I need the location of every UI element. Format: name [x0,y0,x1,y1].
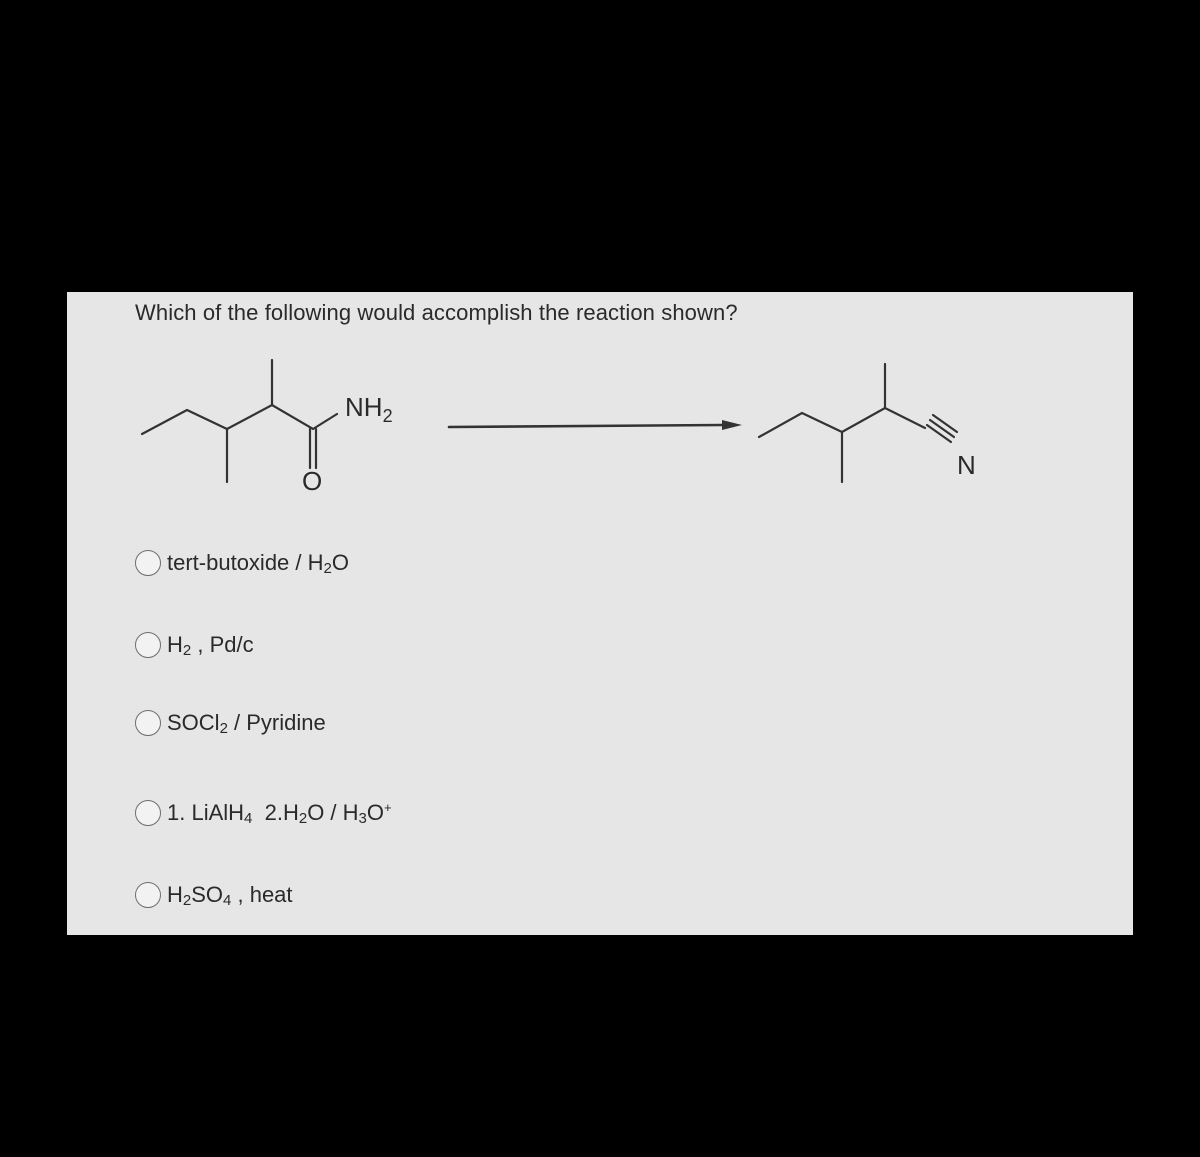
answer-option-text-part: / Pyridine [227,710,326,735]
answer-option-label [167,800,392,827]
answer-option-text-part: 2 [182,642,192,659]
answer-option-text-part: O [366,800,385,825]
answer-option-text-part: 4 [223,892,232,909]
answer-option-label [167,882,293,909]
radio-button-icon[interactable] [135,800,161,826]
question-text: Which of the following would accomplish the reaction shown? [135,300,738,325]
answer-option-2[interactable] [135,632,254,658]
answer-option-text-part: 4 [244,810,253,827]
answer-option-label [167,550,349,577]
radio-button-icon[interactable] [135,550,161,576]
product-nitrogen-label: N [957,450,976,480]
answer-option-text-part: H [167,632,183,657]
answer-option-text-part: H [167,882,183,907]
answer-option-text-part: 2.H [252,800,299,825]
question-panel [67,292,1133,935]
answer-option-text-part: SO [191,882,224,907]
answer-option-5[interactable] [135,882,293,908]
reactant-chain [142,405,337,434]
answer-option-text-part: SOCl [167,710,220,735]
answer-option-text-part: O [331,550,349,575]
answer-option-text-part: 3 [358,810,367,827]
answer-option-label [167,710,326,737]
answer-option-text-part: O / H [307,800,359,825]
answer-option-text-part: tert-butoxide / H [167,550,324,575]
reaction-arrow-icon [722,420,742,430]
reactant-oxygen-label: O [302,466,323,496]
answer-option-text-part: , Pd/c [191,632,254,657]
reaction-arrow-shaft [449,425,722,427]
answer-option-4[interactable] [135,800,392,826]
answer-option-3[interactable] [135,710,326,736]
answer-option-text-part: 2 [298,810,308,827]
reaction-scheme [67,292,1133,532]
radio-button-icon[interactable] [135,632,161,658]
answer-option-label [167,632,254,659]
answer-option-text-part: , heat [231,882,293,907]
radio-button-icon[interactable] [135,882,161,908]
radio-button-icon[interactable] [135,710,161,736]
answer-option-text-part: 2 [323,560,332,577]
answer-option-1[interactable] [135,550,349,576]
answer-option-text-part: + [384,800,392,815]
reactant-amine-label: $NH_2$ [345,392,393,426]
answer-option-text-part: 2 [219,720,228,737]
answer-option-text-part: 1. LiAlH [167,800,245,825]
answer-option-text-part: 2 [182,892,192,909]
